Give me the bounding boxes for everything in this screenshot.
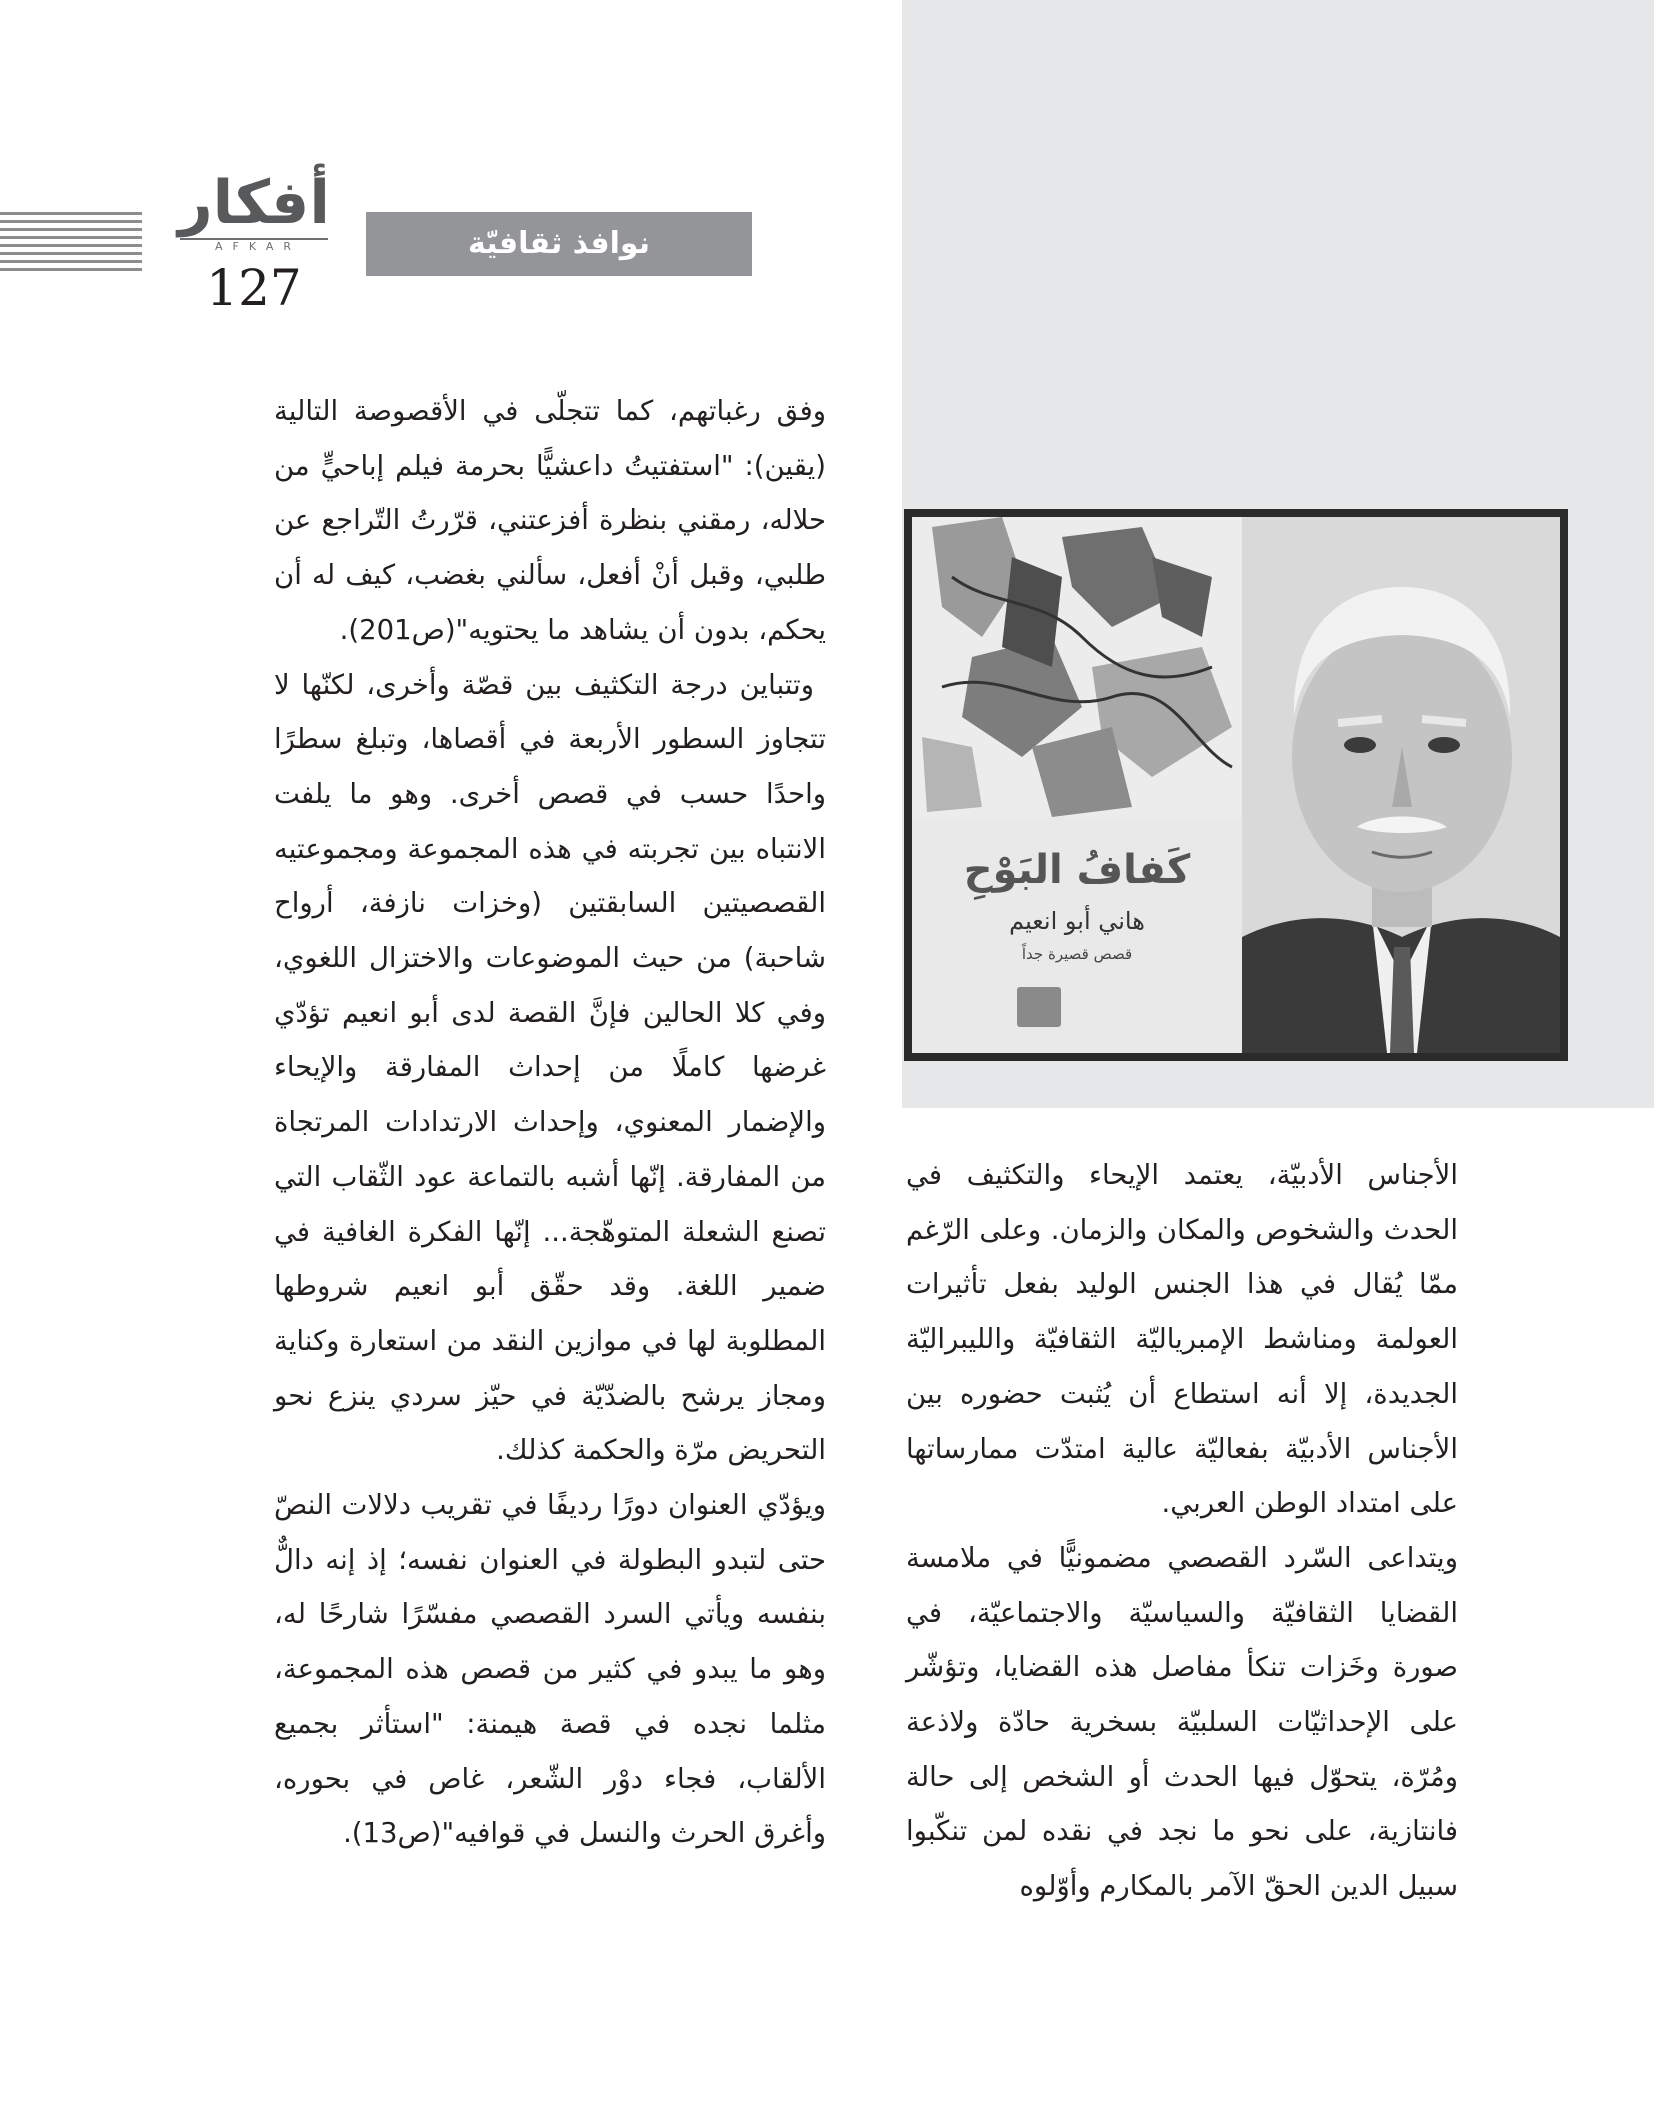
publisher-logo-icon <box>1017 987 1061 1027</box>
logo-arabic: أفكار <box>178 168 330 238</box>
article-photo <box>904 509 1568 1061</box>
article-left-column <box>274 384 826 1861</box>
photo-content <box>912 517 1560 1053</box>
section-label: نوافذ ثقافيّة <box>366 212 752 276</box>
paragraph: ويتداعى السّرد القصصي مضمونيًّا في ملامسة القضايا الثقافيّة والسياسيّة والاجتماعيّة، في صورة وخَزات تنكأ مفاصل هذه القضايا، وتؤشّر على الإحداثيّات السلبيّة بسخرية حادّة ولاذعة ومُرّة، يتحوّل فيها الحدث أو الشخص إلى حالة فانتازية، على نحو ما نجد في نقده لمن تنكّبوا سبيل الدين الحقّ الآمر بالمكارم وأوّلوه <box>906 1541 1458 1903</box>
book-cover-art <box>912 517 1242 817</box>
book-title: كَفافُ البَوْحِ <box>963 847 1191 893</box>
article-right-column <box>906 1148 1458 1914</box>
paragraph: وفق رغباتهم، كما تتجلّى في الأقصوصة التالية (يقين): "استفتيتُ داعشيًّا بحرمة فيلم إباحيٍّ من حلاله، رمقني بنظرة أفزعتني، قرّرتُ التّراجع عن طلبي، وقبل أنْ أفعل، سألني بغضب، كيف له أن يحكم، بدون أن يشاهد ما يحتويه"(ص201). <box>274 395 826 646</box>
paragraph: ويؤدّي العنوان دورًا رديفًا في تقريب دلالات النصّ حتى لتبدو البطولة في العنوان نفسه؛ إذ إنه دالٌّ بنفسه ويأتي السرد القصصي مفسّرًا شارحًا له، وهو ما يبدو في كثير من قصص هذه المجموعة، مثلما نجده في قصة هيمنة: "استأثر بجميع الألقاب، فجاء دوْر الشّعر، غاص في بحوره، وأغرق الحرث والنسل في قوافيه"(ص13). <box>274 1489 826 1850</box>
author-portrait <box>1242 517 1560 1053</box>
paragraph: وتتباين درجة التكثيف بين قصّة وأخرى، لكنّها لا تتجاوز السطور الأربعة في أقصاها، وتبلغ سطرًا واحدًا حسب في قصص أخرى. وهو ما يلفت الانتباه بين تجربته في هذه المجموعة ومجموعتيه القصصيتين السابقتين (وخزات نازفة، أرواح شاحبة) من حيث الموضوعات والاختزال اللغوي، وفي كلا الحالين فإنَّ القصة لدى أبو انعيم تؤدّي غرضها كاملًا من إحداث المفارقة والإيحاء والإضمار المعنوي، وإحداث الارتدادات المرتجاة من المفارقة. إنّها أشبه بالتماعة عود الثّقاب التي تصنع الشعلة المتوهّجة... إنّها الفكرة الغافية في ضمير اللغة. وقد حقّق أبو انعيم شروطها المطلوبة لها في موازين النقد من استعارة وكناية ومجاز يرشح بالضدّيّة في حيّز سردي ينزع نحو التحريض مرّة والحكمة كذلك. <box>274 668 826 1467</box>
paragraph: الأجناس الأدبيّة، يعتمد الإيحاء والتكثيف في الحدث والشخوص والمكان والزمان. وعلى الرّغم ممّا يُقال في هذا الجنس الوليد بفعل تأثيرات العولمة ومناشط الإمبرياليّة الثقافيّة والليبراليّة الجديدة، إلا أنه استطاع أن يُثبت حضوره بين الأجناس الأدبيّة بفعاليّة عالية امتدّت ممارساتها على امتداد الوطن العربي. <box>906 1159 1458 1520</box>
book-author: هاني أبو انعيم <box>1009 907 1145 935</box>
page-number: 127 <box>206 259 302 317</box>
book-subtitle: قصص قصيرة جداً <box>1021 945 1133 963</box>
book-cover <box>912 517 1242 1053</box>
decorative-stripes <box>0 212 142 276</box>
magazine-logo <box>170 168 338 318</box>
logo-latin: AFKAR <box>180 238 328 254</box>
